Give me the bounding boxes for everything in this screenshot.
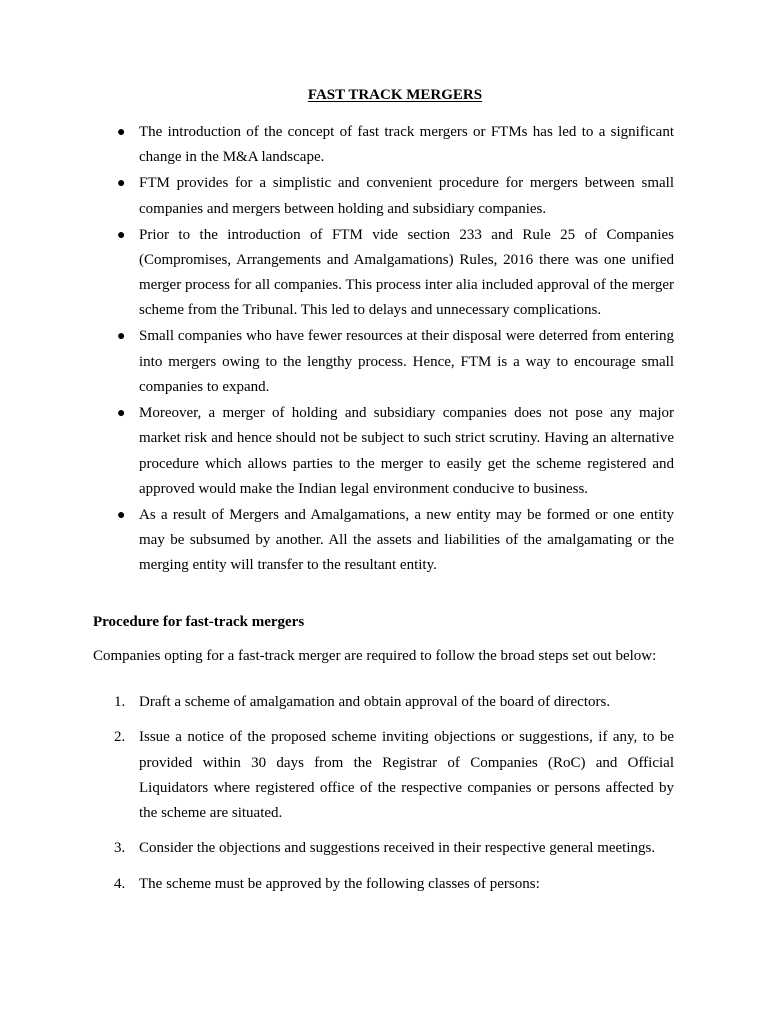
bullet-text: As a result of Mergers and Amalgamations, a new entity may be formed or one entity may be subsumed by another. All the assets and liabilities of the amalgamating or the merging entity will transfer to the resultant entity. bbox=[139, 506, 674, 574]
bullet-icon: ● bbox=[117, 507, 126, 523]
step-text: Consider the objections and suggestions received in their respective general meetings. bbox=[139, 840, 656, 857]
bullet-icon: ● bbox=[117, 406, 126, 422]
bullet-text: FTM provides for a simplistic and convenient procedure for mergers between small companies and mergers between holding and subsidiary companies. bbox=[139, 175, 674, 217]
step-text: Draft a scheme of amalgamation and obtain approval of the board of directors. bbox=[139, 694, 611, 710]
step-item bbox=[114, 872, 674, 897]
step-text: The scheme must be approved by the following classes of persons: bbox=[139, 875, 540, 892]
step-number: 3. bbox=[114, 840, 126, 857]
step-number: 4. bbox=[114, 875, 126, 892]
steps-list bbox=[114, 690, 674, 907]
bullet-item bbox=[117, 324, 674, 400]
bullet-item bbox=[117, 223, 674, 324]
intro-paragraph: Companies opting for a fast-track merger are required to follow the broad steps set out below: bbox=[93, 648, 657, 664]
bullet-icon: ● bbox=[117, 125, 126, 140]
bullet-item bbox=[117, 401, 674, 502]
bullet-text: Small companies who have fewer resources at their disposal were deterred from entering into mergers owing to the lengthy process. Hence, FTM is a way to encourage small companies to expand. bbox=[139, 328, 674, 396]
bullet-item bbox=[117, 120, 674, 171]
bullet-icon: ● bbox=[117, 329, 126, 345]
section-heading: Procedure for fast-track mergers bbox=[93, 614, 305, 630]
bullet-item bbox=[117, 503, 674, 579]
bullet-text: The introduction of the concept of fast track mergers or FTMs has led to a significant change in the M&A landscape. bbox=[139, 124, 674, 166]
step-number: 2. bbox=[114, 729, 126, 746]
step-item bbox=[114, 725, 674, 826]
document-title: FAST TRACK MERGERS bbox=[307, 87, 483, 103]
bullet-list bbox=[117, 120, 674, 579]
step-item bbox=[114, 836, 674, 861]
bullet-text: Prior to the introduction of FTM vide section 233 and Rule 25 of Companies (Compromises, Arrangements and Amalgamations) Rules, 2016 there was one unified merger process for all companies. This process inter alia included approval of the merger scheme from the Tribunal. This led to delays and unnecessary complications. bbox=[139, 226, 674, 319]
bullet-icon: ● bbox=[117, 227, 126, 243]
step-item bbox=[114, 690, 674, 715]
step-number: 1. bbox=[114, 694, 126, 710]
bullet-icon: ● bbox=[117, 176, 126, 192]
bullet-item bbox=[117, 171, 674, 222]
step-text: Issue a notice of the proposed scheme inviting objections or suggestions, if any, to be provided within 30 days from the Registrar of Companies (RoC) and Official Liquidators where registered office of the respective companies or persons affected by the scheme are situated. bbox=[139, 729, 674, 821]
bullet-text: Moreover, a merger of holding and subsidiary companies does not pose any major market risk and hence should not be subject to such strict scrutiny. Having an alternative procedure which allows parties to the merger to easily get the scheme registered and approved would make the Indian legal environment conducive to business. bbox=[139, 405, 674, 497]
